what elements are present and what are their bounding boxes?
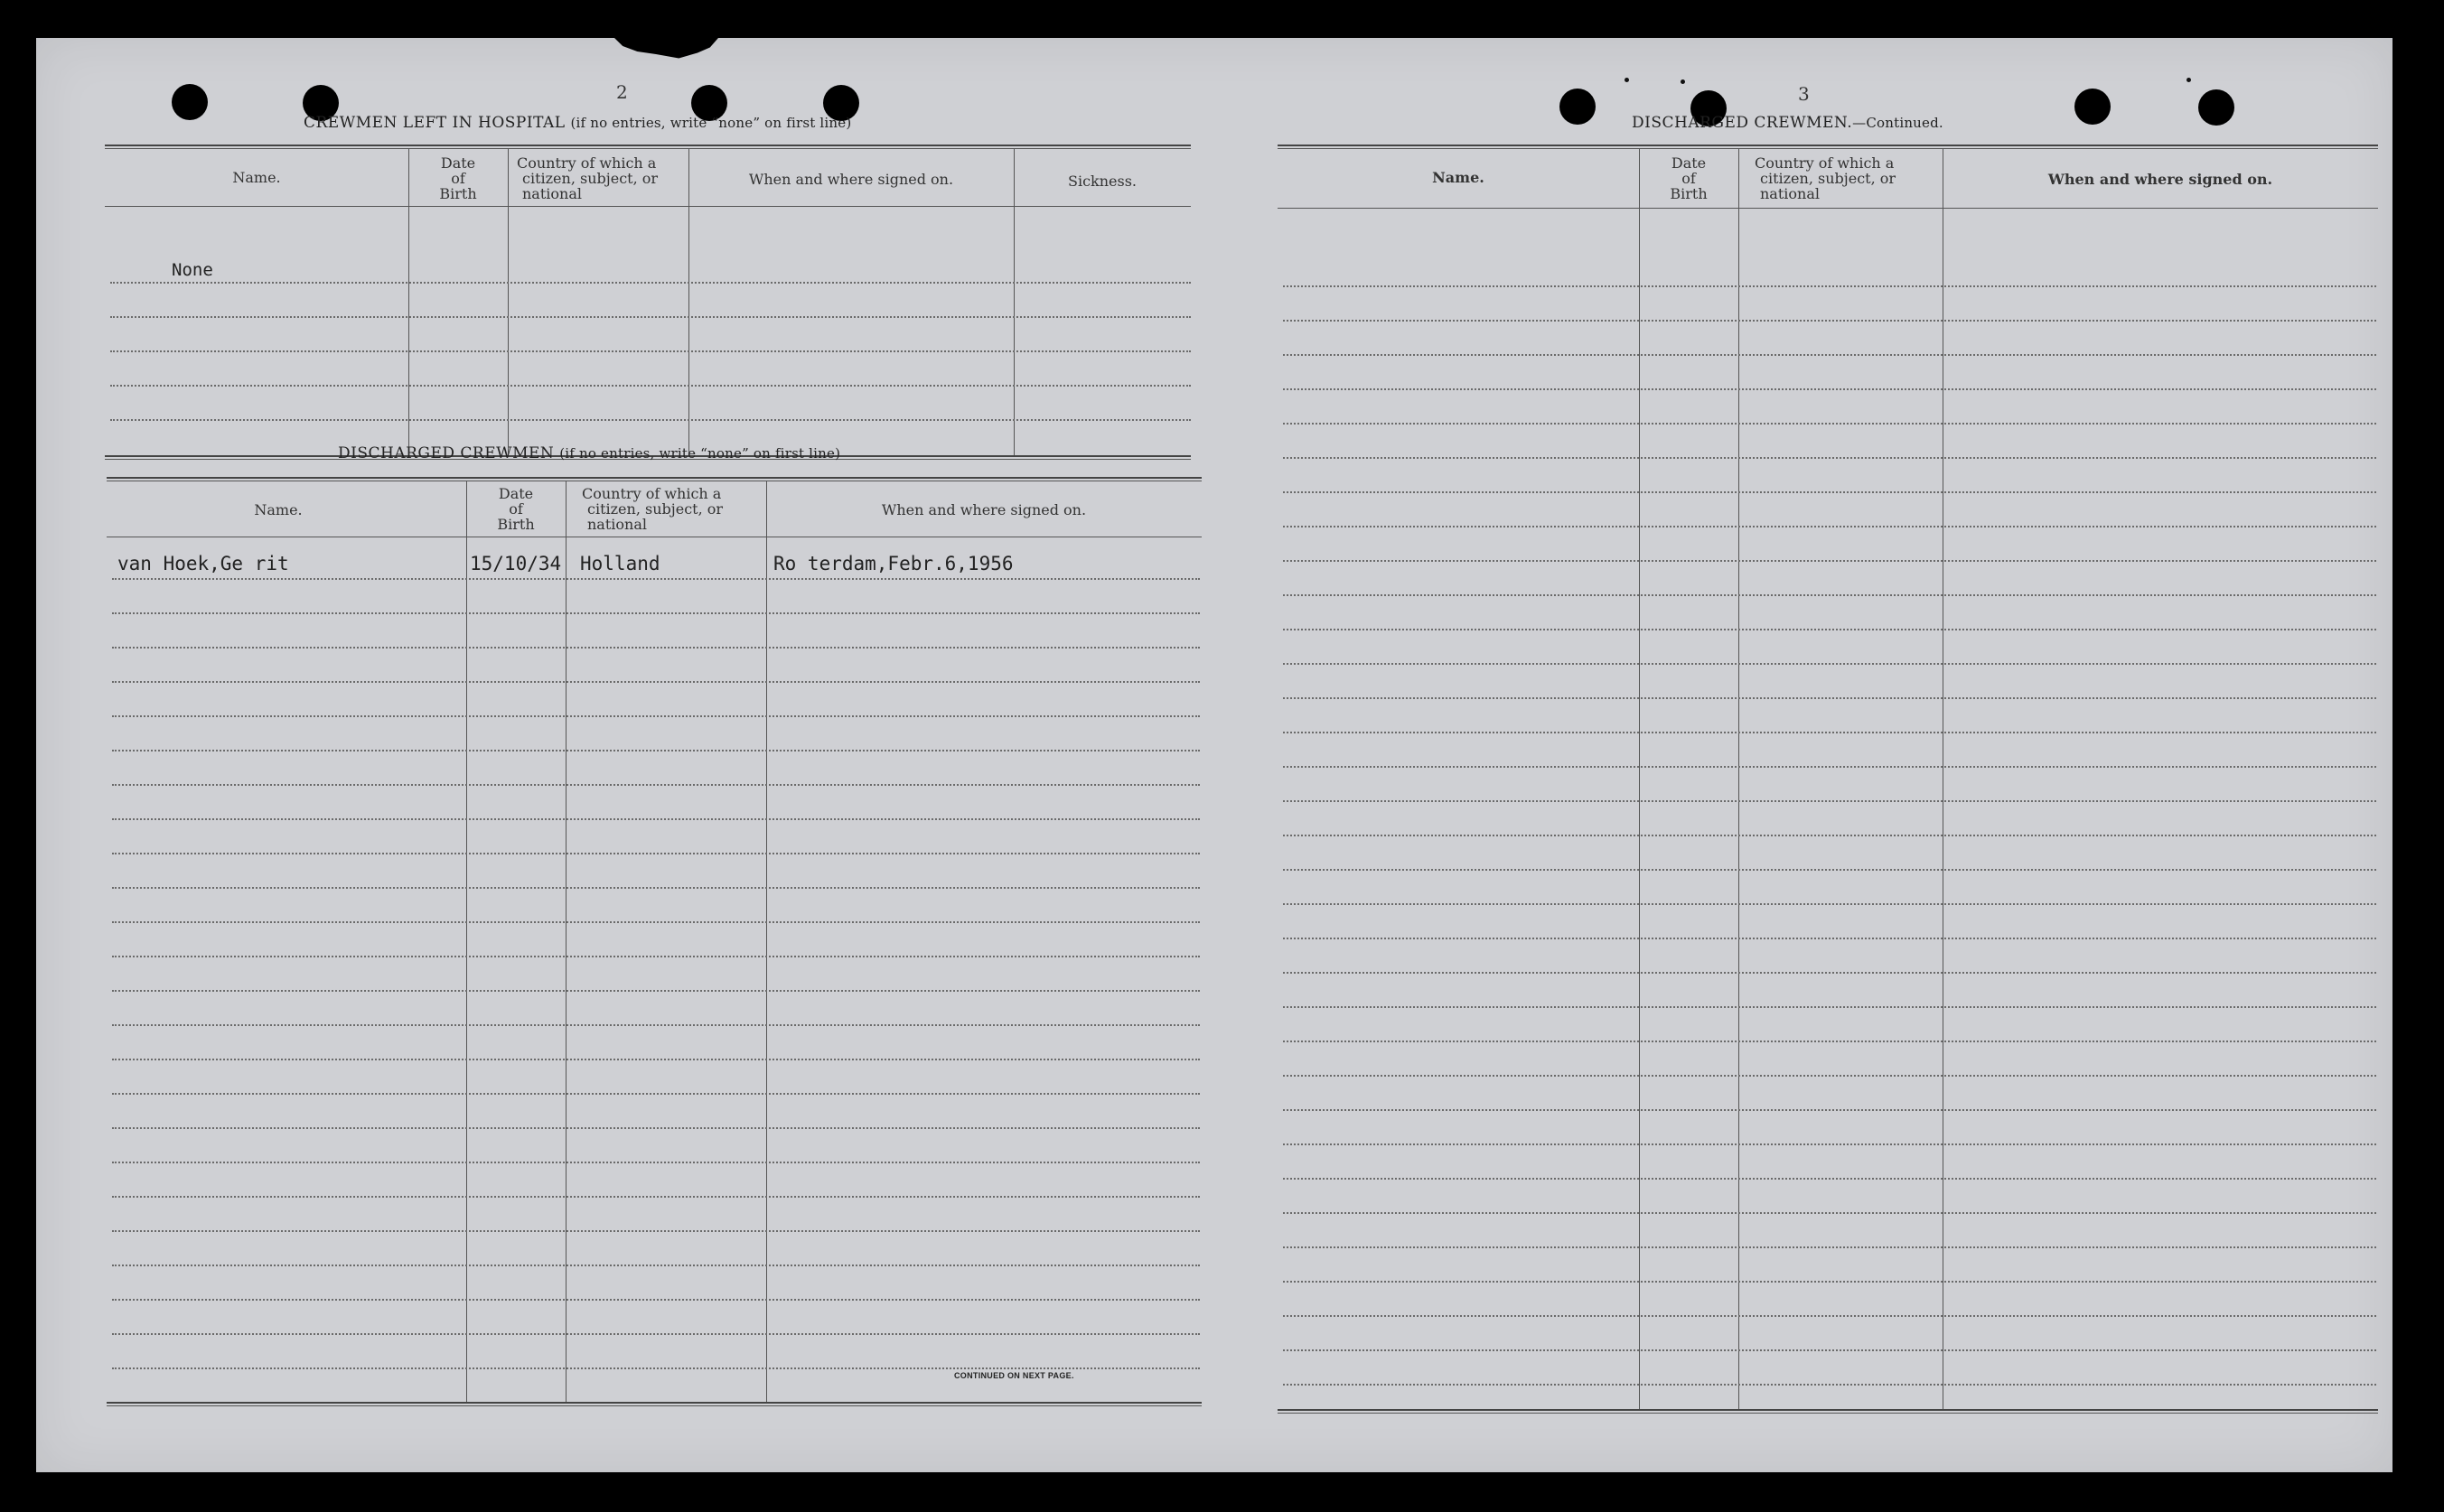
ruled-line bbox=[112, 1333, 1200, 1335]
speck bbox=[1625, 78, 1629, 82]
hospital-section-title: CREWMEN LEFT IN HOSPITAL (if no entries, write “none” on first line) bbox=[304, 114, 852, 132]
ruled-line bbox=[1283, 903, 2376, 905]
ruled-line bbox=[1283, 354, 2376, 356]
ruled-line bbox=[112, 1093, 1200, 1095]
ruled-line bbox=[1283, 869, 2376, 871]
ruled-line bbox=[1283, 285, 2376, 287]
ruled-line bbox=[1283, 663, 2376, 665]
ruled-line bbox=[1283, 388, 2376, 390]
ruled-line bbox=[1283, 1075, 2376, 1077]
ruled-line bbox=[1283, 320, 2376, 322]
ruled-line bbox=[1283, 1246, 2376, 1248]
col-header-name: Name. bbox=[1432, 169, 1484, 186]
col-header-signed-on: When and where signed on. bbox=[748, 171, 954, 188]
col-header-name: Name. bbox=[254, 501, 303, 518]
ruled-line bbox=[1283, 1006, 2376, 1008]
ruled-line bbox=[112, 1162, 1200, 1163]
ruled-line bbox=[1283, 457, 2376, 459]
ruled-line bbox=[112, 784, 1200, 786]
ruled-line bbox=[1283, 526, 2376, 527]
ruled-line bbox=[112, 715, 1200, 717]
ruled-line bbox=[112, 1059, 1200, 1060]
ruled-line bbox=[112, 750, 1200, 751]
ruled-line bbox=[1283, 1315, 2376, 1317]
ruled-line bbox=[112, 612, 1200, 614]
hospital-entry-name: None bbox=[172, 260, 213, 280]
ruled-line bbox=[112, 647, 1200, 649]
speck bbox=[1681, 79, 1685, 84]
ruled-line bbox=[1283, 1349, 2376, 1351]
ruled-line bbox=[112, 818, 1200, 820]
ruled-line bbox=[112, 1299, 1200, 1301]
discharged-entry-dob: 15/10/34 bbox=[470, 553, 562, 574]
punch-hole bbox=[1559, 89, 1596, 125]
col-header-signed-on: When and where signed on. bbox=[2047, 171, 2273, 188]
ruled-line bbox=[112, 1024, 1200, 1026]
discharged-section-title: DISCHARGED CREWMEN (if no entries, write “none” on first line) bbox=[338, 444, 841, 462]
ruled-line bbox=[112, 853, 1200, 854]
punch-hole bbox=[2074, 89, 2111, 125]
ruled-line bbox=[1283, 1041, 2376, 1042]
ruled-line bbox=[112, 1196, 1200, 1198]
ruled-line bbox=[1283, 560, 2376, 562]
ruled-line bbox=[112, 1230, 1200, 1232]
page-number-right: 3 bbox=[1798, 83, 1810, 105]
ruled-line bbox=[1283, 835, 2376, 836]
col-header-signed-on: When and where signed on. bbox=[881, 501, 1087, 518]
discharged-entry-signed-on: Ro terdam,Febr.6,1956 bbox=[773, 553, 1014, 574]
ruled-line bbox=[1283, 1109, 2376, 1111]
continued-table bbox=[1278, 145, 2378, 1422]
col-header-sickness: Sickness. bbox=[1067, 173, 1137, 190]
right-section-title: DISCHARGED CREWMEN.—Continued. bbox=[1632, 114, 1943, 132]
ruled-line bbox=[1283, 800, 2376, 802]
ruled-line bbox=[112, 1127, 1200, 1129]
ruled-line bbox=[112, 681, 1200, 683]
ruled-line bbox=[112, 956, 1200, 957]
ruled-line bbox=[1283, 732, 2376, 733]
col-header-country: Country of which a citizen, subject, or national bbox=[517, 154, 659, 202]
ruled-line bbox=[1283, 938, 2376, 939]
discharged-entry-name: van Hoek,Ge rit bbox=[117, 553, 289, 574]
hospital-table bbox=[105, 145, 1191, 462]
ruled-line bbox=[1283, 1281, 2376, 1283]
ruled-line bbox=[1283, 491, 2376, 493]
ruled-line bbox=[112, 1265, 1200, 1266]
ruled-line bbox=[1283, 697, 2376, 699]
ruled-line bbox=[112, 990, 1200, 992]
continued-footnote: CONTINUED ON NEXT PAGE. bbox=[954, 1371, 1074, 1380]
punch-hole bbox=[2198, 89, 2234, 126]
ruled-line bbox=[112, 578, 1200, 580]
paper-tear bbox=[614, 38, 718, 65]
ruled-line bbox=[1283, 972, 2376, 974]
ruled-line bbox=[1283, 1384, 2376, 1386]
ruled-line bbox=[1283, 766, 2376, 768]
ruled-line bbox=[112, 921, 1200, 923]
col-header-name: Name. bbox=[232, 169, 281, 186]
page-number-left: 2 bbox=[616, 81, 628, 103]
col-header-country: Country of which a citizen, subject, or national bbox=[1755, 154, 1896, 202]
ruled-line bbox=[1283, 594, 2376, 596]
col-header-dob: Date of Birth bbox=[497, 485, 535, 533]
col-header-dob: Date of Birth bbox=[1670, 154, 1708, 202]
ruled-line bbox=[1283, 423, 2376, 425]
speck bbox=[2186, 78, 2191, 82]
discharged-table bbox=[107, 477, 1202, 1411]
ruled-line bbox=[1283, 1143, 2376, 1145]
ruled-line bbox=[112, 887, 1200, 889]
ruled-line bbox=[112, 1367, 1200, 1369]
ruled-line bbox=[1283, 1212, 2376, 1214]
punch-hole bbox=[172, 84, 208, 120]
col-header-dob: Date of Birth bbox=[439, 154, 477, 202]
ruled-line bbox=[1283, 1178, 2376, 1180]
col-header-country: Country of which a citizen, subject, or national bbox=[582, 485, 724, 533]
discharged-entry-country: Holland bbox=[580, 553, 660, 574]
document-sheet bbox=[36, 38, 2392, 1472]
ruled-line bbox=[1283, 629, 2376, 630]
